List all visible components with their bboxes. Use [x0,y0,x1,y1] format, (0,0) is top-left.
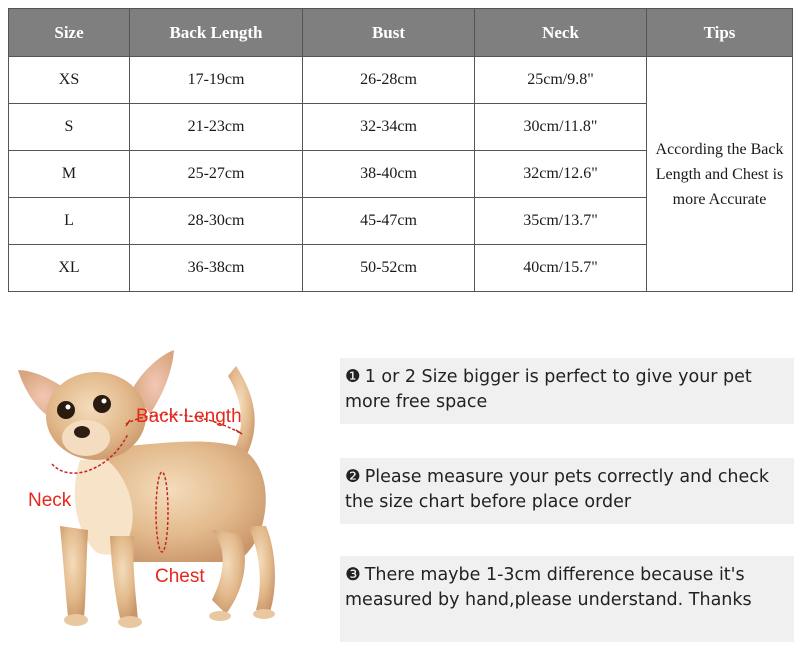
tip-text: Please measure your pets correctly and check the size chart before place order [345,467,770,512]
size-cell: L [9,198,130,245]
size-cell: XS [9,57,130,104]
back-length-label: Back Length [136,406,242,427]
dog-illustration [0,330,330,656]
neck-cell: 30cm/11.8" [475,104,647,151]
tip-box [340,556,794,642]
back-length-cell: 28-30cm [130,198,303,245]
neck-label: Neck [28,490,72,511]
tip-text: There maybe 1-3cm difference because it's measured by hand,please understand. Thanks [345,565,752,610]
tip-text: 1 or 2 Size bigger is perfect to give your pet more free space [345,367,752,412]
back-length-cell: 36-38cm [130,245,303,292]
tips-cell: According the Back Length and Chest is more Accurate [647,57,793,292]
neck-cell: 25cm/9.8" [475,57,647,104]
header-back-length: Back Length [130,9,303,57]
header-bust: Bust [303,9,475,57]
neck-cell: 35cm/13.7" [475,198,647,245]
tip-number: ❸ [345,565,361,585]
size-chart-table [8,8,793,292]
back-length-cell: 21-23cm [130,104,303,151]
back-length-cell: 25-27cm [130,151,303,198]
bust-cell: 45-47cm [303,198,475,245]
chest-label: Chest [155,566,205,587]
neck-cell: 32cm/12.6" [475,151,647,198]
dog-measurement-diagram [0,330,330,656]
bust-cell: 38-40cm [303,151,475,198]
tip-number: ❶ [345,367,361,387]
tip-box [340,458,794,524]
size-cell: M [9,151,130,198]
bust-cell: 26-28cm [303,57,475,104]
table-header-row [9,9,793,57]
size-cell: XL [9,245,130,292]
header-size: Size [9,9,130,57]
back-length-cell: 17-19cm [130,57,303,104]
neck-cell: 40cm/15.7" [475,245,647,292]
bust-cell: 32-34cm [303,104,475,151]
tip-box [340,358,794,424]
tip-number: ❷ [345,467,361,487]
header-tips: Tips [647,9,793,57]
table-row [9,57,793,104]
bust-cell: 50-52cm [303,245,475,292]
header-neck: Neck [475,9,647,57]
size-cell: S [9,104,130,151]
